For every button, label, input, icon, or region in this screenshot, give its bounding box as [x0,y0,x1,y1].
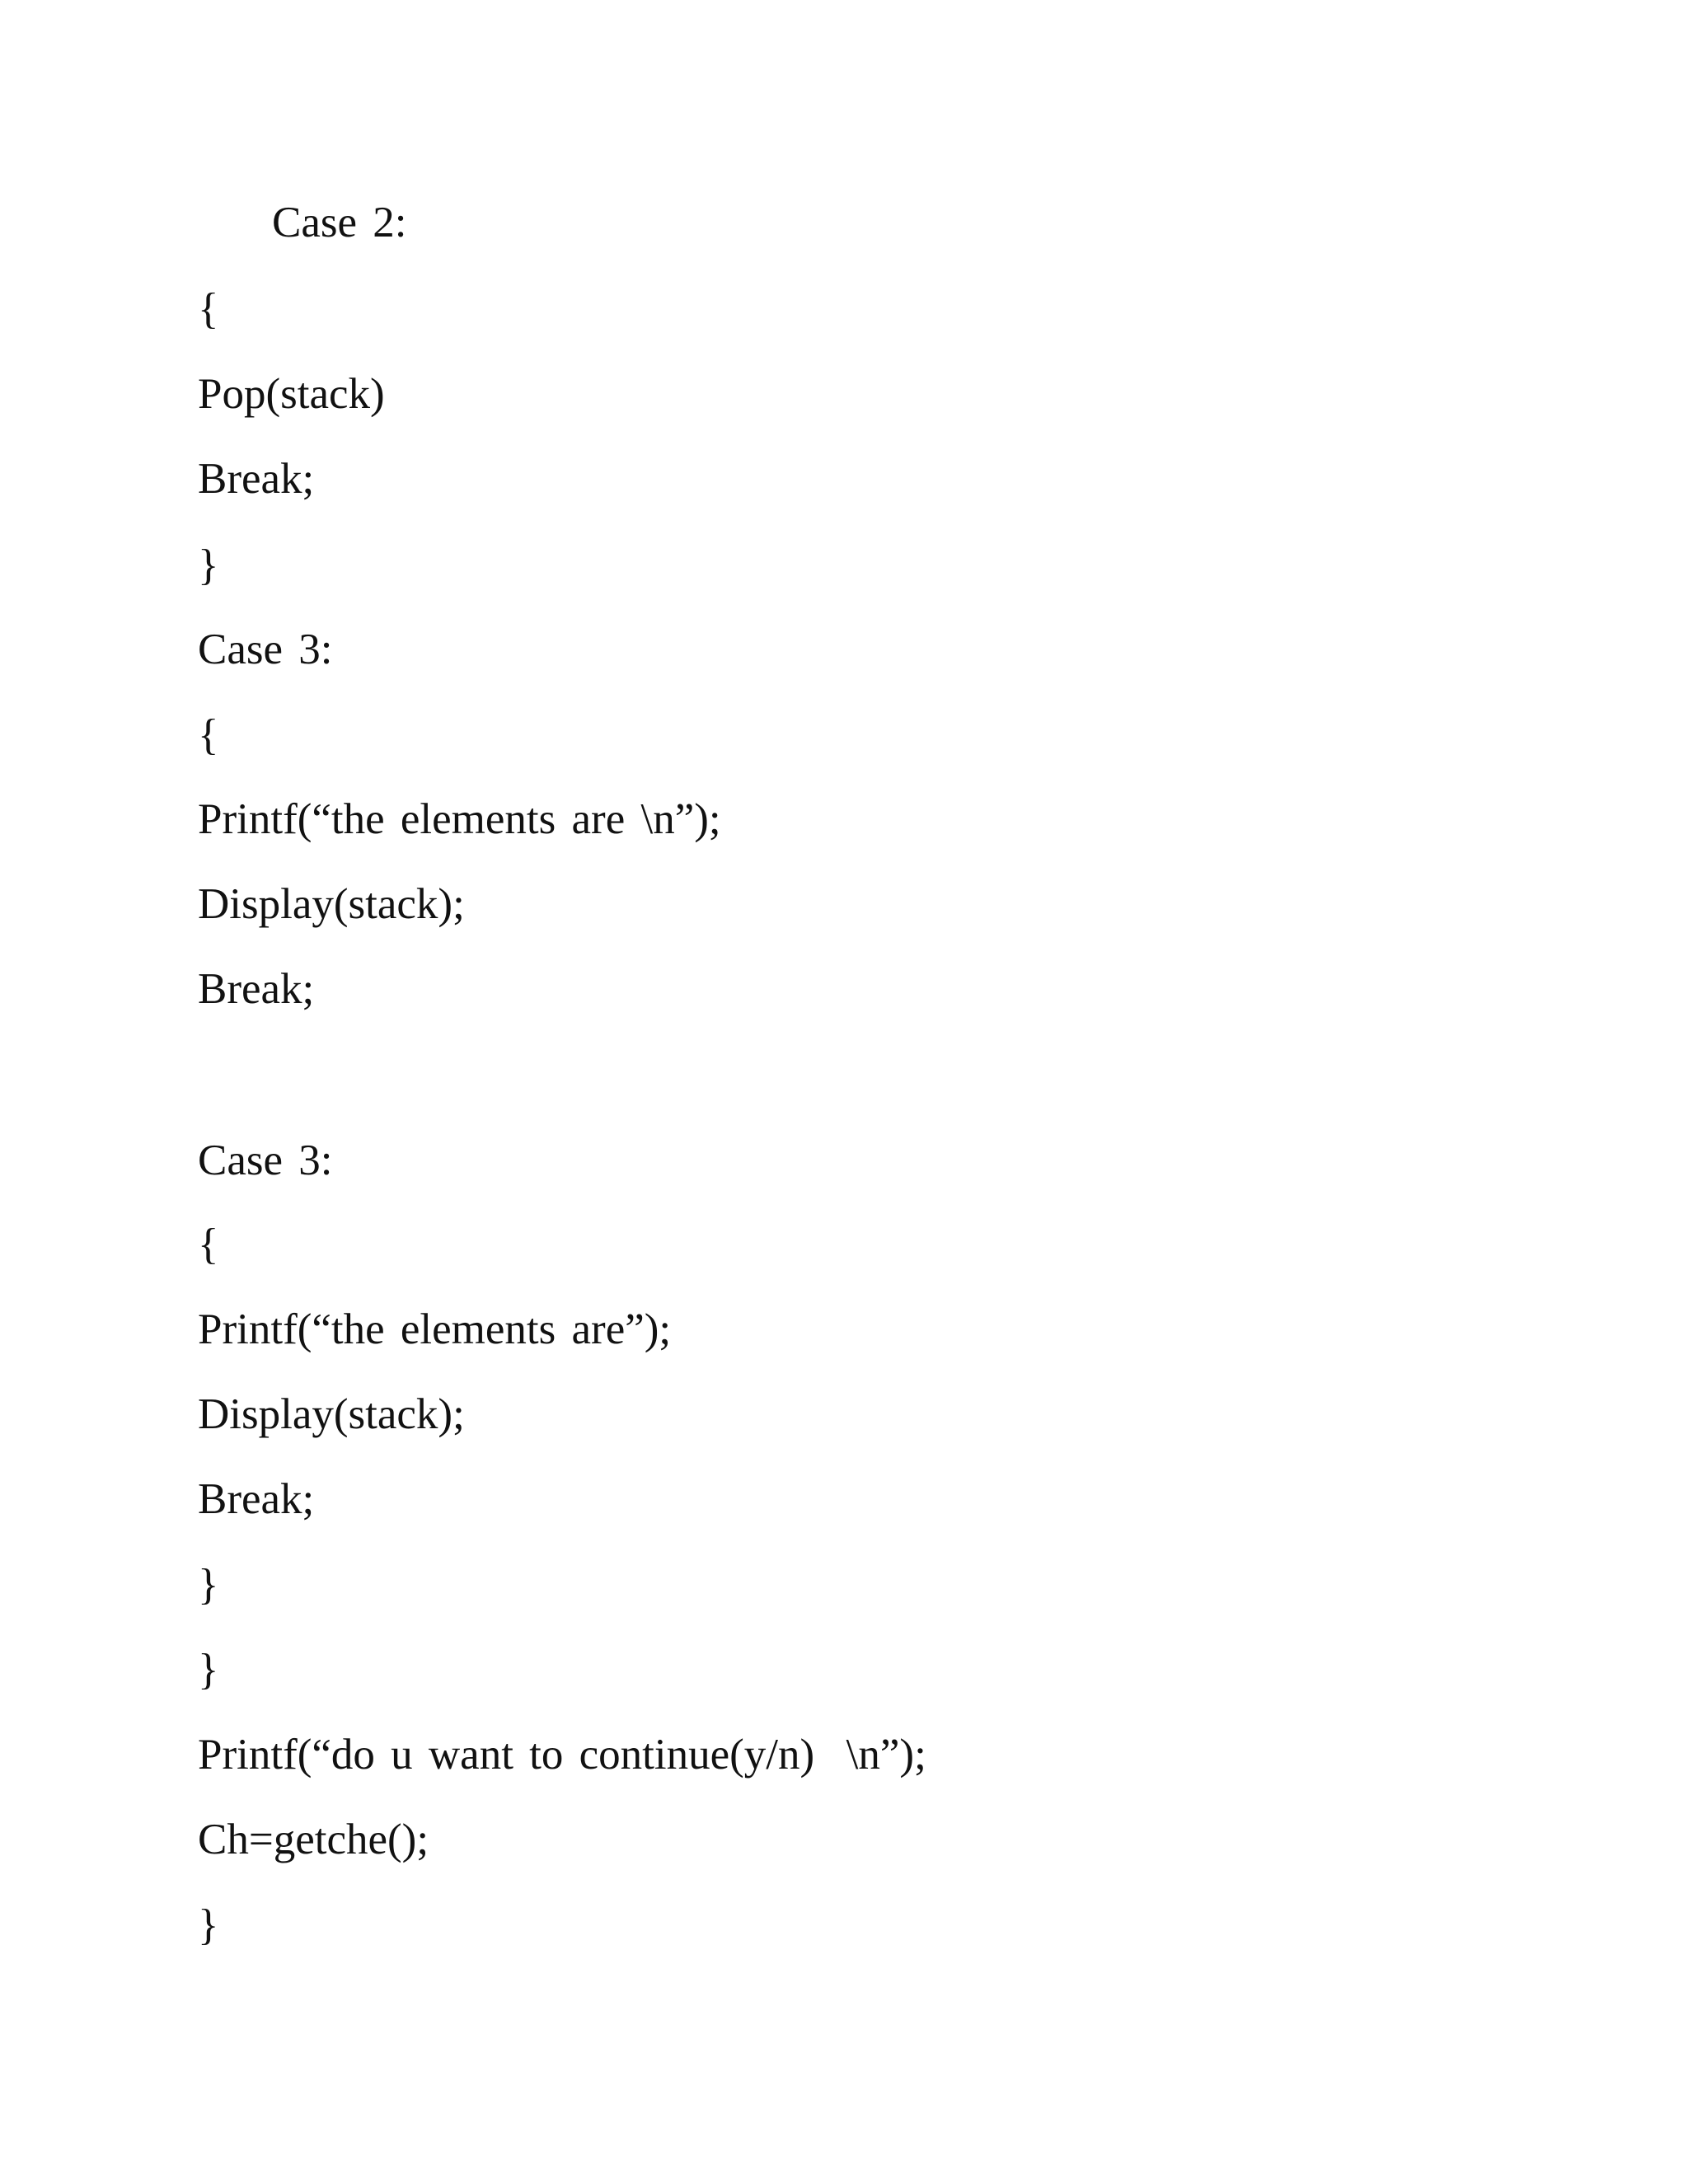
code-line: { [198,1221,219,1268]
code-line: Printf(“the elements are \n”); [198,795,721,843]
code-line: Printf(“do u want to continue(y/n) \n”); [198,1731,926,1779]
code-line: Printf(“the elements are”); [198,1305,672,1353]
code-line: } [198,1646,219,1694]
code-line: } [198,1901,219,1949]
code-line: Case 3: [198,626,333,673]
code-line: Case 2: [272,199,407,246]
code-line: Break; [198,965,315,1013]
code-line: } [198,1561,219,1609]
code-line: { [198,285,219,333]
code-line: Ch=getche(); [198,1816,429,1863]
code-line: Break; [198,455,315,503]
code-line: Pop(stack) [198,370,385,418]
code-line: Display(stack); [198,1390,465,1438]
code-line: { [198,711,219,759]
code-line: Break; [198,1475,315,1523]
code-line: Case 3: [198,1137,333,1184]
code-line: Display(stack); [198,880,465,928]
code-line: } [198,541,219,589]
